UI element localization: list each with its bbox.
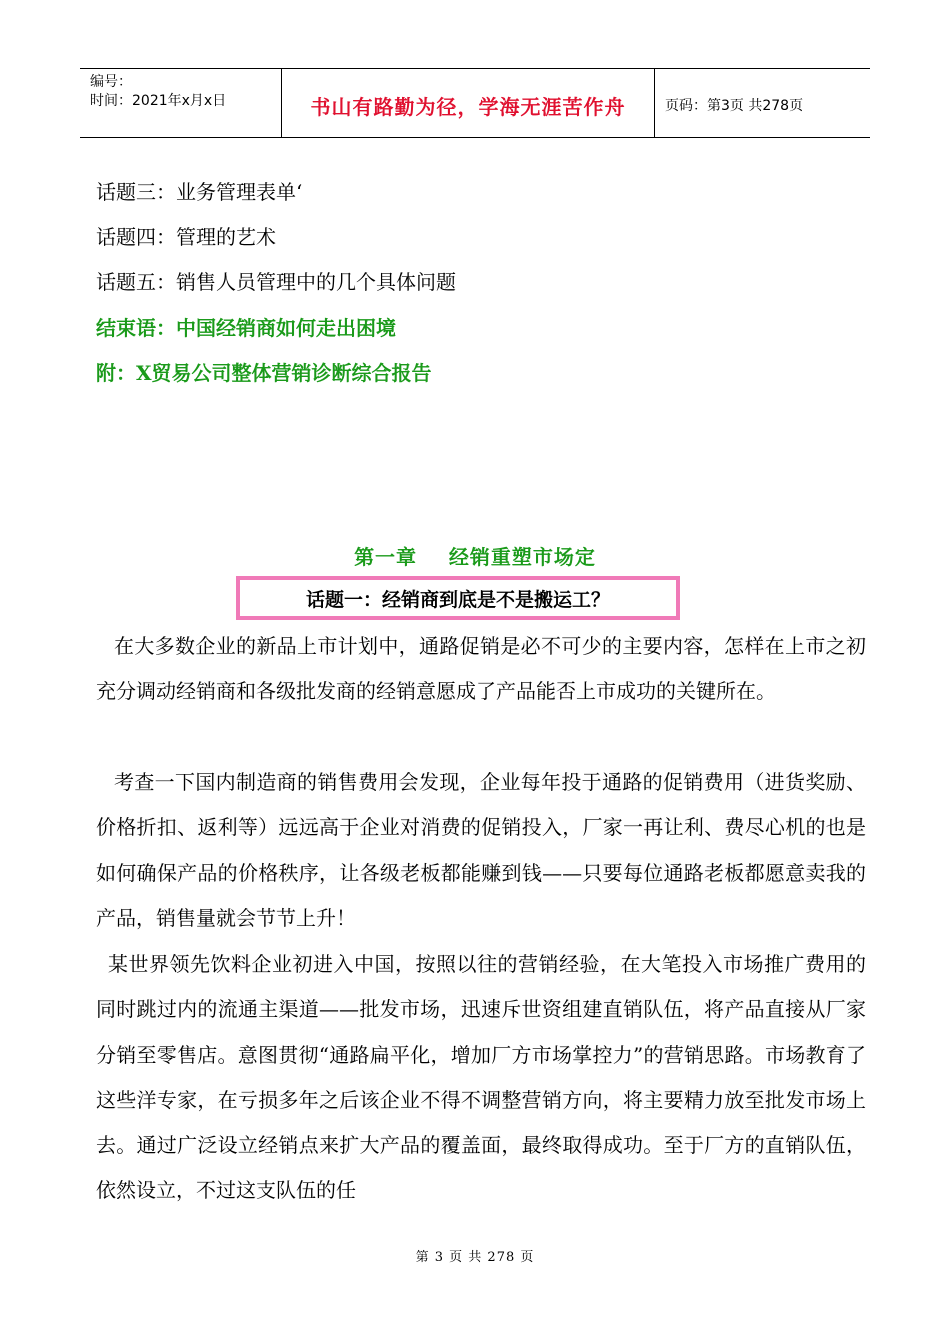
toc-item-topic-4: 话题四：管理的艺术 [96, 225, 276, 249]
header-motto: 书山有路勤为径，学海无涯苦作舟 [310, 94, 626, 119]
body-paragraph: 考查一下国内制造商的销售费用会发现，企业每年投于通路的促销费用（进货奖励、价格折扣、返利等）远远高于企业对消费的促销投入，厂家一再让利、费尽心机的也是如何确保产品的价格秩序，让各级老板都能赚到钱——只要每位通路老板都愿意卖我的产品，销售量就会节节上升！ [96, 770, 866, 930]
document-time-label: 时间：2021年x月x日 [90, 93, 227, 109]
chapter-title: 第一章 经销重塑市场定 [354, 545, 596, 569]
header-motto-cell [282, 69, 655, 137]
toc-item-topic-3: 话题三：业务管理表单‘ [96, 180, 303, 204]
header-page-number: 页码：第3页 共278页 [665, 98, 804, 114]
page-header [80, 68, 870, 138]
body-paragraph: 某世界领先饮料企业初进入中国，按照以往的营销经验，在大笔投入市场推广费用的同时跳过内的流通主渠道——批发市场，迅速斥世资组建直销队伍，将产品直接从厂家分销至零售店。意图贯彻“通路扁平化，增加厂方市场掌控力”的营销思路。市场教育了这些洋专家，在亏损多年之后该企业不得不调整营销方向，将主要精力放至批发市场上去。通过广泛设立经销点来扩大产品的覆盖面，最终取得成功。至于厂方的直销队伍，依然设立，不过这支队伍的任 [96, 952, 866, 1203]
toc-conclusion: 结束语：中国经销商如何走出困境 [96, 316, 396, 340]
toc-item-topic-5: 话题五：销售人员管理中的几个具体问题 [96, 270, 456, 294]
toc-appendix: 附：X贸易公司整体营销诊断综合报告 [96, 361, 432, 385]
topic-heading-box [236, 576, 680, 620]
document-number-label: 编号： [90, 74, 132, 90]
header-page-cell [655, 69, 870, 137]
page-footer: 第 3 页 共 278 页 [415, 1250, 535, 1265]
topic-heading: 话题一：经销商到底是不是搬运工？ [305, 588, 610, 611]
header-meta-cell [80, 69, 282, 137]
body-paragraph: 在大多数企业的新品上市计划中，通路促销是必不可少的主要内容，怎样在上市之初充分调动经销商和各级批发商的经销意愿成了产品能否上市成功的关键所在。 [96, 634, 866, 704]
